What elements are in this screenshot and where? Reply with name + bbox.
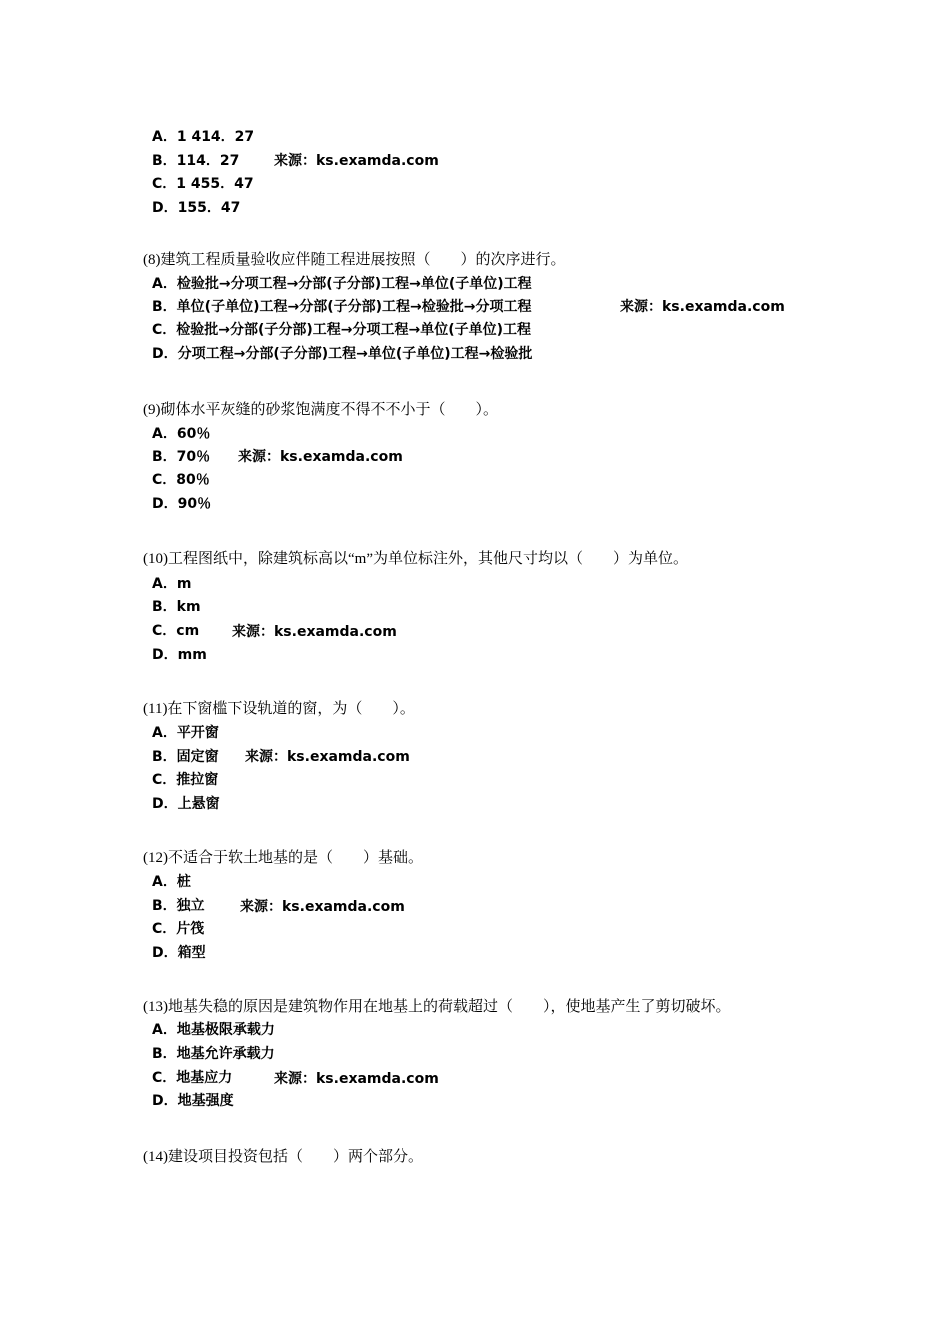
option-c-11: C．推拉窗 (152, 772, 219, 788)
option-a-13: A．地基极限承载力 (152, 1022, 275, 1038)
option-c-10: C．cm (152, 623, 200, 639)
question-12: (12)不适合于软土地基的是（ ）基础。 (143, 850, 423, 866)
option-b-11: B．固定窗 (152, 749, 219, 765)
option-d-11: D．上悬窗 (152, 796, 220, 812)
option-b-10: B．km (152, 599, 201, 615)
question-10: (10)工程图纸中，除建筑标高以“m”为单位标注外，其他尺寸均以（ ）为单位。 (143, 551, 688, 567)
source-watermark: 来源：ks.examda.com (238, 449, 403, 465)
option-d-12: D．箱型 (152, 945, 206, 961)
option-a-8: A．检验批→分项工程→分部(子分部)工程→单位(子单位)工程 (152, 276, 532, 292)
question-8: (8)建筑工程质量验收应伴随工程进展按照（ ）的次序进行。 (143, 252, 566, 268)
option-a-11: A．平开窗 (152, 725, 219, 741)
option-c-13: C．地基应力 (152, 1070, 233, 1086)
option-b-12: B．独立 (152, 898, 205, 914)
option-d-10: D．mm (152, 647, 207, 663)
option-d-7: D．155．47 (152, 200, 241, 216)
option-a-10: A．m (152, 576, 192, 592)
question-13: (13)地基失稳的原因是建筑物作用在地基上的荷载超过（ ），使地基产生了剪切破坏。 (143, 999, 731, 1015)
option-d-13: D．地基强度 (152, 1093, 234, 1109)
question-9: (9)砌体水平灰缝的砂浆饱满度不得不不小于（ ）。 (143, 402, 498, 418)
option-a-9: A．60％ (152, 426, 211, 442)
option-d-8: D．分项工程→分部(子分部)工程→单位(子单位)工程→检验批 (152, 346, 533, 362)
option-c-8: C．检验批→分部(子分部)工程→分项工程→单位(子单位)工程 (152, 322, 532, 338)
option-b-9: B．70％ (152, 449, 211, 465)
source-watermark: 来源：ks.examda.com (274, 153, 439, 169)
question-14: (14)建设项目投资包括（ ）两个部分。 (143, 1149, 423, 1165)
option-b-13: B．地基允许承载力 (152, 1046, 275, 1062)
source-watermark: 来源：ks.examda.com (240, 899, 405, 915)
option-a-12: A．桩 (152, 874, 191, 890)
source-watermark: 来源：ks.examda.com (245, 749, 410, 765)
option-a-7: A．1 414．27 (152, 129, 255, 145)
option-d-9: D．90％ (152, 496, 212, 512)
option-c-12: C．片筏 (152, 921, 205, 937)
option-b-7: B．114．27 (152, 153, 240, 169)
question-11: (11)在下窗槛下设轨道的窗，为（ ）。 (143, 701, 415, 717)
option-c-9: C．80％ (152, 472, 210, 488)
option-b-8: B．单位(子单位)工程→分部(子分部)工程→检验批→分项工程 (152, 299, 532, 315)
source-watermark: 来源：ks.examda.com (620, 299, 785, 315)
option-c-7: C．1 455．47 (152, 176, 254, 192)
source-watermark: 来源：ks.examda.com (232, 624, 397, 640)
source-watermark: 来源：ks.examda.com (274, 1071, 439, 1087)
